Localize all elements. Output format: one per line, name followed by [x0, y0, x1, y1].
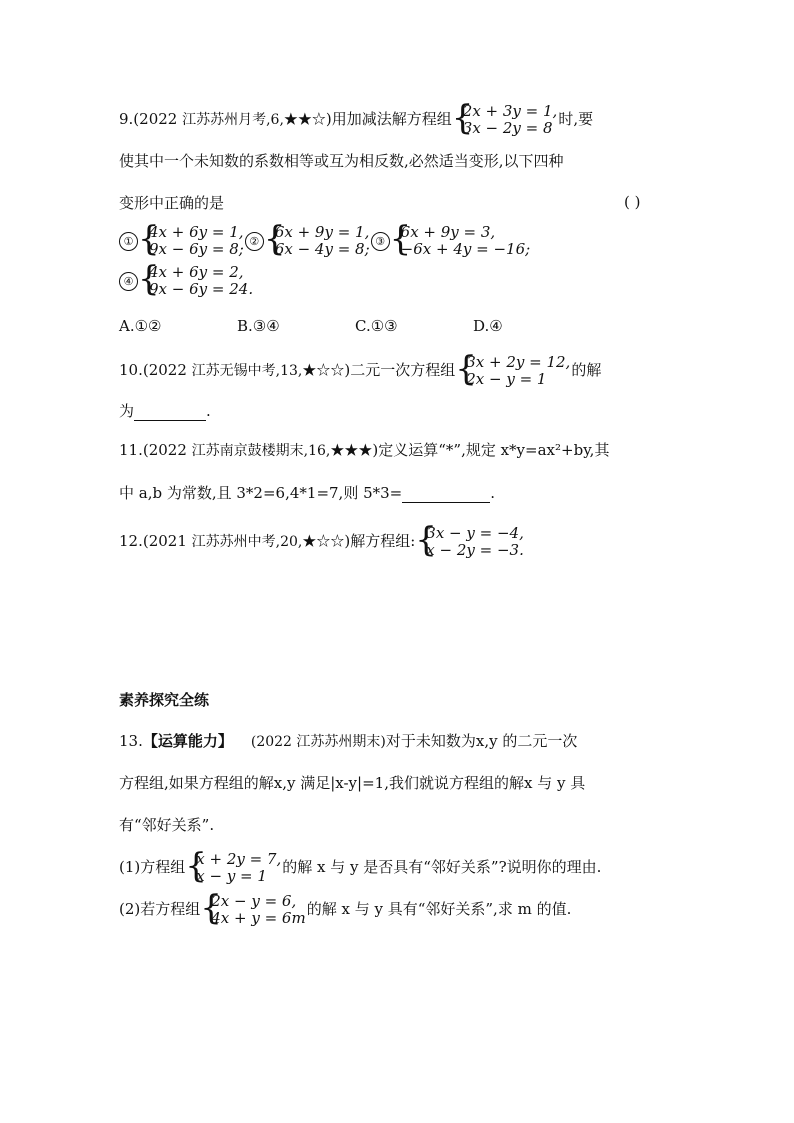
q13-part2	[119, 893, 571, 927]
q10-number: 10.(2022	[119, 361, 192, 379]
q13-part2-tail: 的解 x 与 y 具有“邻好关系”,求 m 的值.	[306, 900, 572, 918]
q10-eq2: 2x − y = 1	[466, 370, 547, 388]
q9-o4-eq1: { 4x + 6y = 2,	[149, 263, 244, 281]
q9-source: 江苏苏州月考,6,★★☆	[182, 112, 326, 128]
q9-options-row2	[119, 264, 254, 298]
q10-answer-blank[interactable]	[134, 404, 206, 421]
q13-part1-tail: 的解 x 与 y 是否具有“邻好关系”?说明你的理由.	[282, 858, 602, 876]
q13-source: (2022 江苏苏州期末)	[250, 734, 386, 750]
q9-circle-4: ④	[119, 272, 138, 291]
q9-circle-3: ③	[371, 232, 390, 251]
q11-line1	[119, 440, 609, 461]
q12-system	[416, 525, 524, 559]
q11-number: 11.(2022	[119, 441, 192, 459]
q9-circle-2: ②	[245, 232, 264, 251]
q9-tail: 时,要	[558, 110, 594, 128]
q9-o2-eq2: 6x − 4y = 8;	[274, 240, 370, 258]
q13-part1-system	[186, 851, 281, 885]
q9-option4-system	[139, 264, 253, 298]
q9-o1-eq2: 9x − 6y = 8;	[149, 240, 244, 258]
q9-option1-system	[139, 224, 244, 258]
q9-o3-eq1: { 6x + 9y = 3,	[400, 223, 496, 241]
q12-line1	[119, 525, 525, 559]
q13-p2-eq2: 4x + y = 6m	[211, 909, 306, 927]
q10-end: .	[206, 402, 211, 420]
q11-lead: )定义运算“*”,规定 x*y=ax²+by,其	[372, 441, 610, 459]
q9-choices	[119, 316, 591, 336]
q13-part2-lead: (2)若方程组	[119, 900, 201, 918]
q9-circle-1: ①	[119, 232, 138, 251]
q9-lead: )用加减法解方程组	[325, 110, 452, 128]
q9-choice-a[interactable]: A.①②	[119, 317, 162, 335]
q9-choice-d[interactable]: D.④	[473, 317, 503, 335]
q10-tail: 的解	[571, 361, 602, 379]
q11-source: 江苏南京鼓楼期末,16,★★★	[191, 443, 373, 459]
q11-end: .	[490, 484, 496, 502]
q13-part2-system	[201, 893, 305, 927]
q9-choice-b[interactable]: B.③④	[237, 317, 280, 335]
q10-eq1: { 3x + 2y = 12,	[466, 353, 571, 371]
q9-o3-eq2: −6x + 4y = −16;	[400, 240, 531, 258]
q13-line3: 有“邻好关系”.	[119, 816, 215, 834]
q11-line2	[119, 483, 495, 503]
q13-part1	[119, 851, 601, 885]
q9-option3-system	[391, 224, 531, 258]
q13-p2-eq1: { 2x − y = 6,	[211, 892, 297, 910]
q12-eq1: { 3x − y = −4,	[426, 524, 524, 542]
q10-system	[456, 354, 570, 388]
q9-number: 9.(2022	[119, 110, 183, 128]
q9-line1	[119, 103, 593, 137]
q10-lead: )二元一次方程组	[344, 361, 456, 379]
q9-options-row1	[119, 224, 531, 258]
q9-line3: 变形中正确的是	[119, 194, 225, 212]
q13-p1-eq1: { x + 2y = 7,	[196, 850, 282, 868]
q9-option2-system	[265, 224, 370, 258]
q13-lead: 对于未知数为x,y 的二元一次	[385, 732, 578, 750]
q9-o1-eq1: { 4x + 6y = 1,	[149, 223, 244, 241]
q10-line1	[119, 354, 601, 388]
q13-line1	[119, 731, 577, 752]
q11-answer-blank[interactable]	[402, 486, 490, 503]
q13-part1-lead: (1)方程组	[119, 858, 186, 876]
q10-lead2: 为	[119, 402, 135, 420]
q9-answer-parens: ( )	[624, 193, 641, 211]
q9-eq2: 3x − 2y = 8	[462, 119, 553, 137]
q10-source: 江苏无锡中考,13,★☆☆	[191, 363, 345, 379]
q12-lead: )解方程组:	[344, 532, 416, 550]
q12-eq2: x − 2y = −3.	[426, 541, 524, 559]
q9-o4-eq2: 9x − 6y = 24.	[149, 280, 254, 298]
q13-p1-eq2: x − y = 1	[196, 867, 267, 885]
q9-line2: 使其中一个未知数的系数相等或互为相反数,必然适当变形,以下四种	[119, 152, 564, 170]
q13-line2: 方程组,如果方程组的解x,y 满足|x-y|=1,我们就说方程组的解x 与 y 具	[119, 774, 586, 792]
q10-line2	[119, 401, 211, 421]
q11-lead2: 中 a,b 为常数,且 3*2=6,4*1=7,则 5*3=	[119, 484, 403, 502]
section-title: 素养探究全练	[119, 691, 210, 709]
q13-number: 13.	[119, 732, 143, 750]
q12-number: 12.(2021	[119, 532, 192, 550]
q13-tag: 【运算能力】	[142, 732, 233, 750]
q9-o2-eq1: { 6x + 9y = 1,	[274, 223, 370, 241]
q9-choice-c[interactable]: C.①③	[355, 317, 398, 335]
q12-source: 江苏苏州中考,20,★☆☆	[191, 534, 345, 550]
q9-eq1: { 2x + 3y = 1,	[462, 102, 558, 120]
q9-system	[453, 103, 558, 137]
